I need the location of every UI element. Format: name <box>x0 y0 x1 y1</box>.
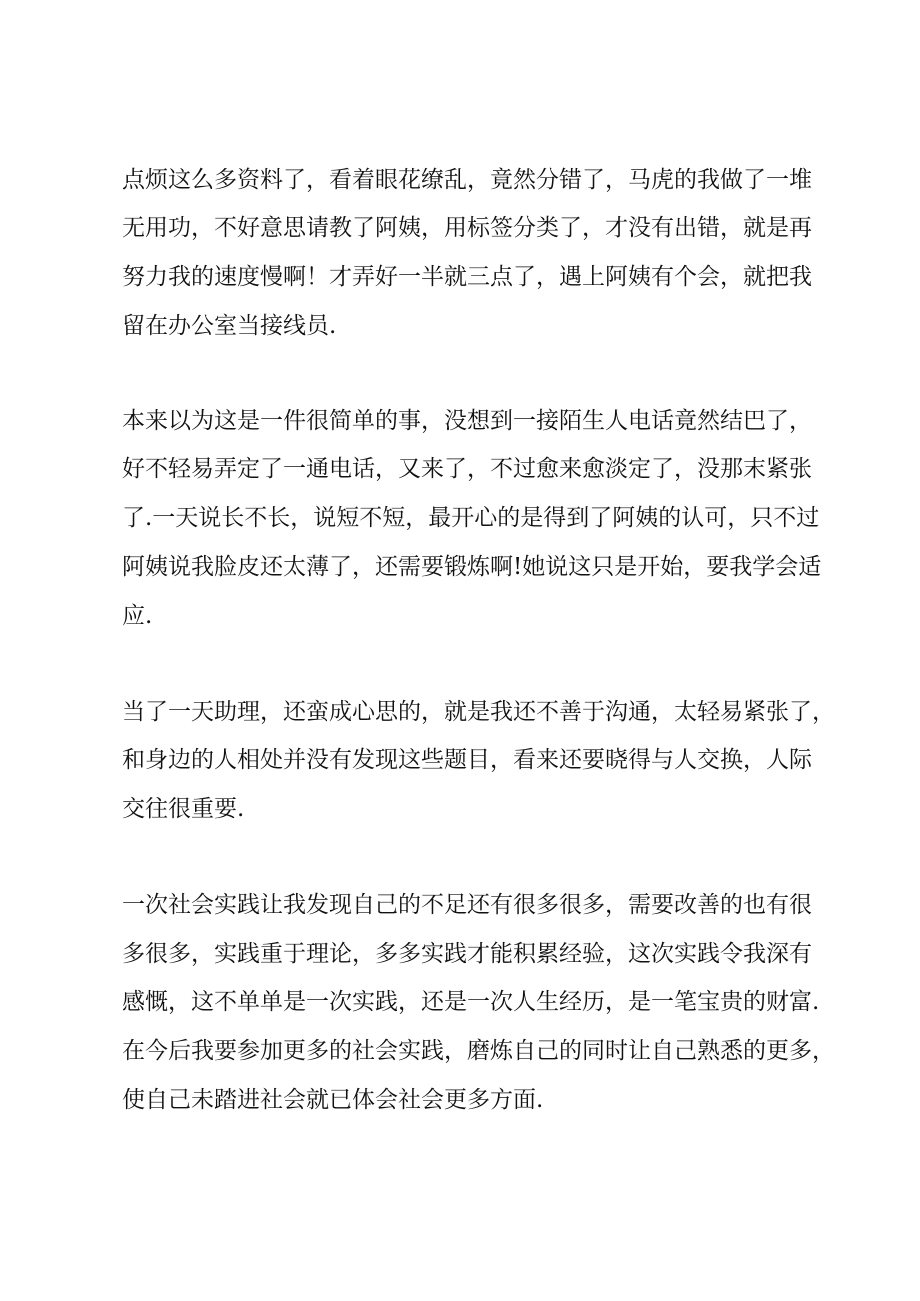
paragraph-3-line-3: 交往很重要. <box>122 796 245 822</box>
paragraph-2-line-5: 应. <box>122 603 153 629</box>
paragraph-1-line-1: 点烦这么多资料了，看着眼花缭乱，竟然分错了，马虎的我做了一堆 <box>122 167 812 193</box>
paragraph-2-line-2: 好不轻易弄定了一通电话，又来了，不过愈来愈淡定了，没那末紧张 <box>122 456 812 482</box>
paragraph-2-line-1: 本来以为这是一件很简单的事，没想到一接陌生人电话竟然结巴了， <box>122 408 812 434</box>
paragraph-4-line-5: 使自己未踏进社会就已体会社会更多方面. <box>122 1087 544 1113</box>
paragraph-4-line-4: 在今后我要参加更多的社会实践，磨炼自己的同时让自己熟悉的更多， <box>122 1038 835 1064</box>
paragraph-4-line-1: 一次社会实践让我发现自己的不足还有很多很多，需要改善的也有很 <box>122 892 812 918</box>
paragraph-3-line-2: 和身边的人相处并没有发现这些题目，看来还要晓得与人交换，人际 <box>122 747 812 773</box>
paragraph-1-line-3: 努力我的速度慢啊！才弄好一半就三点了，遇上阿姨有个会，就把我 <box>122 264 812 290</box>
paragraph-1-line-2: 无用功，不好意思请教了阿姨，用标签分类了，才没有出错，就是再 <box>122 215 812 241</box>
paragraph-2-line-4: 阿姨说我脸皮还太薄了，还需要锻炼啊!她说这只是开始，要我学会适 <box>122 554 822 580</box>
paragraph-3-line-1: 当了一天助理，还蛮成心思的，就是我还不善于沟通，太轻易紧张了， <box>122 699 835 725</box>
paragraph-4-line-2: 多很多，实践重于理论，多多实践才能积累经验，这次实践令我深有 <box>122 941 812 967</box>
paragraph-1-line-4: 留在办公室当接线员. <box>122 313 337 339</box>
paragraph-4-line-3: 感慨，这不单单是一次实践，还是一次人生经历，是一笔宝贵的财富. <box>122 989 820 1015</box>
paragraph-2-line-3: 了.一天说长不长，说短不短，最开心的是得到了阿姨的认可，只不过 <box>122 505 820 531</box>
